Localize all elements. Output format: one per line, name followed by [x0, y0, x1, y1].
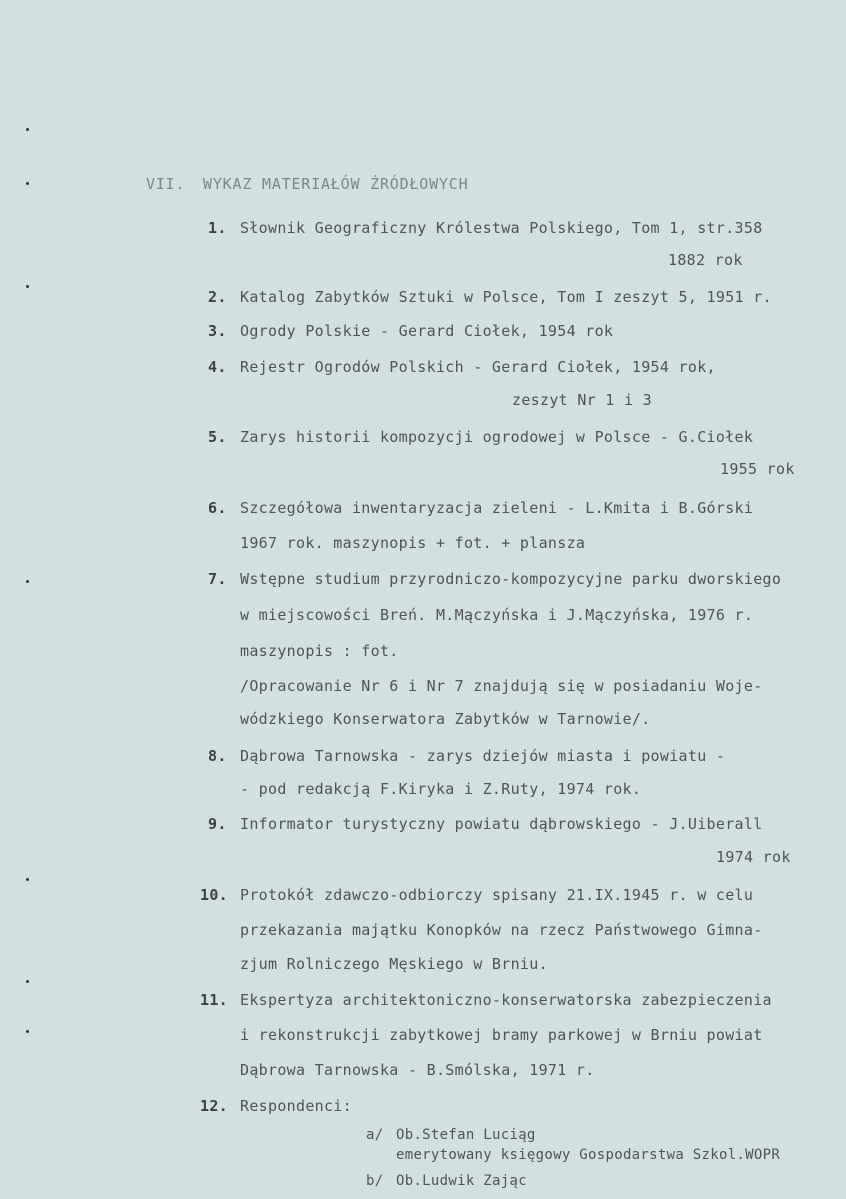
- entry-text: Rejestr Ogrodów Polskich - Gerard Ciołek, 1954 rok,: [240, 358, 716, 376]
- binder-dot: [26, 182, 29, 185]
- entry-text: Informator turystyczny powiatu dąbrowskiego - J.Uiberall: [240, 815, 763, 833]
- respondent-name: Ob.Ludwik Zając: [396, 1173, 527, 1189]
- binder-dot: [26, 580, 29, 583]
- binder-dot: [26, 878, 29, 881]
- binder-dot: [26, 980, 29, 983]
- entry-text: 1955 rok: [720, 460, 795, 478]
- respondent-name: Ob.Stefan Luciąg: [396, 1127, 536, 1143]
- entry-number: 7.: [208, 570, 227, 588]
- entry-number: 10.: [200, 886, 228, 904]
- entry-text: /Opracowanie Nr 6 i Nr 7 znajdują się w posiadaniu Woje-: [240, 677, 763, 695]
- entry-text: Dąbrowa Tarnowska - zarys dziejów miasta i powiatu -: [240, 747, 726, 765]
- entry-text: i rekonstrukcji zabytkowej bramy parkowej w Brniu powiat: [240, 1026, 763, 1044]
- entry-text: maszynopis : fot.: [240, 642, 399, 660]
- entry-text: wódzkiego Konserwatora Zabytków w Tarnowie/.: [240, 710, 651, 728]
- entry-text: Respondenci:: [240, 1097, 352, 1115]
- entry-number: 4.: [208, 358, 227, 376]
- entry-text: przekazania majątku Konopków na rzecz Państwowego Gimna-: [240, 921, 763, 939]
- entry-text: Ekspertyza architektoniczno-konserwatorska zabezpieczenia: [240, 991, 772, 1009]
- entry-text: Wstępne studium przyrodniczo-kompozycyjne parku dworskiego: [240, 570, 782, 588]
- entry-text: 1967 rok. maszynopis + fot. + plansza: [240, 534, 586, 552]
- entry-text: Szczegółowa inwentaryzacja zieleni - L.Kmita i B.Górski: [240, 499, 754, 517]
- entry-number: 11.: [200, 991, 228, 1009]
- respondent-role: emerytowany księgowy Gospodarstwa Szkol.WOPR: [396, 1147, 781, 1163]
- entry-text: Dąbrowa Tarnowska - B.Smólska, 1971 r.: [240, 1061, 595, 1079]
- binder-dot: [26, 1030, 29, 1033]
- binder-dot: [26, 128, 29, 131]
- entry-text: Zarys historii kompozycji ogrodowej w Polsce - G.Ciołek: [240, 428, 754, 446]
- entry-text: 1974 rok: [716, 848, 791, 866]
- entry-number: 6.: [208, 499, 227, 517]
- entry-number: 3.: [208, 322, 227, 340]
- entry-number: 5.: [208, 428, 227, 446]
- respondent-letter: b/: [366, 1173, 384, 1189]
- section-title: WYKAZ MATERIAŁÓW ŹRÓDŁOWYCH: [203, 175, 469, 193]
- entry-text: Ogrody Polskie - Gerard Ciołek, 1954 rok: [240, 322, 614, 340]
- entry-text: Katalog Zabytków Sztuki w Polsce, Tom I zeszyt 5, 1951 r.: [240, 288, 772, 306]
- entry-number: 9.: [208, 815, 227, 833]
- entry-number: 8.: [208, 747, 227, 765]
- binder-dot: [26, 285, 29, 288]
- entry-number: 2.: [208, 288, 227, 306]
- entry-number: 12.: [200, 1097, 228, 1115]
- entry-text: zeszyt Nr 1 i 3: [512, 391, 652, 409]
- entry-text: 1882 rok: [668, 251, 743, 269]
- respondent-letter: a/: [366, 1127, 384, 1143]
- entry-text: - pod redakcją F.Kiryka i Z.Ruty, 1974 rok.: [240, 780, 642, 798]
- entry-text: w miejscowości Breń. M.Mączyńska i J.Mączyńska, 1976 r.: [240, 606, 754, 624]
- entry-text: Słownik Geograficzny Królestwa Polskiego, Tom 1, str.358: [240, 219, 763, 237]
- entry-text: zjum Rolniczego Męskiego w Brniu.: [240, 955, 548, 973]
- section-number: VII.: [146, 175, 186, 193]
- entry-text: Protokół zdawczo-odbiorczy spisany 21.IX.1945 r. w celu: [240, 886, 754, 904]
- entry-number: 1.: [208, 219, 227, 237]
